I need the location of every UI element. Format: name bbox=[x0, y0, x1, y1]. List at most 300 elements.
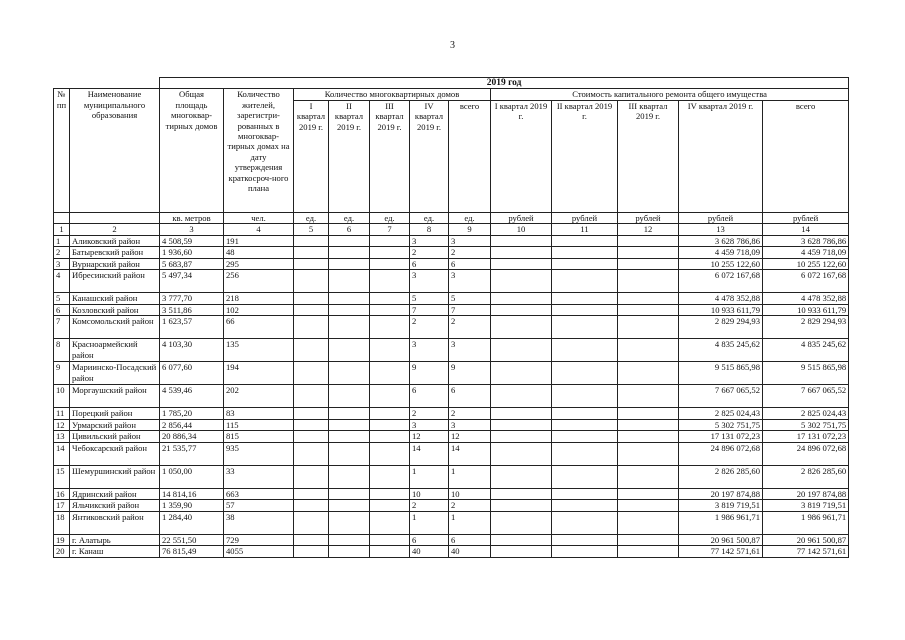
row-q3 bbox=[370, 316, 410, 339]
row-cost-q1 bbox=[491, 316, 552, 339]
header-q4: IV квартал 2019 г. bbox=[410, 100, 449, 212]
row-cost-q1 bbox=[491, 511, 552, 534]
row-cost-q2 bbox=[552, 465, 618, 488]
row-q1 bbox=[294, 419, 329, 431]
row-area: 1 284,40 bbox=[160, 511, 224, 534]
row-q4: 2 bbox=[410, 316, 449, 339]
row-area: 4 539,46 bbox=[160, 385, 224, 408]
row-total: 6 bbox=[449, 385, 491, 408]
column-index-cell: 8 bbox=[410, 224, 449, 235]
row-q4: 6 bbox=[410, 385, 449, 408]
row-number: 3 bbox=[54, 258, 70, 270]
row-q1 bbox=[294, 385, 329, 408]
row-cost-q1 bbox=[491, 546, 552, 558]
header-q2: II квартал 2019 г. bbox=[329, 100, 370, 212]
row-name: Шемуршинский район bbox=[70, 465, 160, 488]
row-cost-q4: 2 826 285,60 bbox=[679, 465, 763, 488]
row-cost-q1 bbox=[491, 258, 552, 270]
row-area: 5 497,34 bbox=[160, 270, 224, 293]
row-name: Красноармейский район bbox=[70, 339, 160, 362]
row-q4: 14 bbox=[410, 442, 449, 465]
row-cost-q1 bbox=[491, 534, 552, 546]
row-q3 bbox=[370, 419, 410, 431]
row-number: 16 bbox=[54, 488, 70, 500]
row-cost-q2 bbox=[552, 293, 618, 305]
row-area: 1 359,90 bbox=[160, 500, 224, 512]
header-total: всего bbox=[449, 100, 491, 212]
row-q2 bbox=[329, 385, 370, 408]
row-total: 6 bbox=[449, 534, 491, 546]
row-q1 bbox=[294, 293, 329, 305]
row-cost-q4: 2 825 024,43 bbox=[679, 408, 763, 420]
row-cost-q3 bbox=[618, 235, 679, 247]
row-cost-total: 10 933 611,79 bbox=[763, 304, 849, 316]
row-area: 5 683,87 bbox=[160, 258, 224, 270]
header-cost-q4: IV квартал 2019 г. bbox=[679, 100, 763, 212]
header-area: Общая площадь многоквар-тирных домов bbox=[160, 89, 224, 212]
table-row bbox=[54, 419, 849, 431]
row-cost-q4: 17 131 072,23 bbox=[679, 431, 763, 443]
table-row bbox=[54, 235, 849, 247]
unit-cell: рублей bbox=[679, 212, 763, 223]
table-row bbox=[54, 511, 849, 534]
column-index-cell: 6 bbox=[329, 224, 370, 235]
row-cost-q4: 3 628 786,86 bbox=[679, 235, 763, 247]
row-name: Ядринский район bbox=[70, 488, 160, 500]
row-cost-q1 bbox=[491, 488, 552, 500]
header-no: № пп bbox=[54, 89, 70, 212]
row-cost-q3 bbox=[618, 316, 679, 339]
row-cost-total: 5 302 751,75 bbox=[763, 419, 849, 431]
table-row bbox=[54, 258, 849, 270]
row-q4: 1 bbox=[410, 465, 449, 488]
row-name: Янтиковский район bbox=[70, 511, 160, 534]
row-cost-q1 bbox=[491, 385, 552, 408]
row-name: Порецкий район bbox=[70, 408, 160, 420]
row-q2 bbox=[329, 362, 370, 385]
row-residents: 194 bbox=[224, 362, 294, 385]
unit-cell: кв. метров bbox=[160, 212, 224, 223]
row-cost-q2 bbox=[552, 235, 618, 247]
row-q2 bbox=[329, 534, 370, 546]
header-q3: III квартал 2019 г. bbox=[370, 100, 410, 212]
row-q4: 12 bbox=[410, 431, 449, 443]
row-name: Ибресинский район bbox=[70, 270, 160, 293]
row-cost-total: 9 515 865,98 bbox=[763, 362, 849, 385]
row-q4: 1 bbox=[410, 511, 449, 534]
row-area: 14 814,16 bbox=[160, 488, 224, 500]
column-index-cell: 4 bbox=[224, 224, 294, 235]
header-residents: Количество жителей, зарегистри-рованных в многоквар-тирных домах на дату утверждения краткосроч-ного плана bbox=[224, 89, 294, 212]
table-row bbox=[54, 362, 849, 385]
row-residents: 57 bbox=[224, 500, 294, 512]
row-q4: 40 bbox=[410, 546, 449, 558]
row-cost-q1 bbox=[491, 293, 552, 305]
row-cost-total: 77 142 571,61 bbox=[763, 546, 849, 558]
row-cost-q4: 6 072 167,68 bbox=[679, 270, 763, 293]
row-cost-q4: 4 835 245,62 bbox=[679, 339, 763, 362]
row-cost-q3 bbox=[618, 500, 679, 512]
row-number: 11 bbox=[54, 408, 70, 420]
header-cost-q1: I квартал 2019 г. bbox=[491, 100, 552, 212]
row-q3 bbox=[370, 488, 410, 500]
row-q4: 2 bbox=[410, 247, 449, 259]
row-area: 6 077,60 bbox=[160, 362, 224, 385]
row-cost-q3 bbox=[618, 247, 679, 259]
table-row bbox=[54, 385, 849, 408]
row-cost-q1 bbox=[491, 339, 552, 362]
row-cost-q2 bbox=[552, 408, 618, 420]
row-cost-total: 2 826 285,60 bbox=[763, 465, 849, 488]
unit-cell: ед. bbox=[294, 212, 329, 223]
column-index-cell: 7 bbox=[370, 224, 410, 235]
row-q3 bbox=[370, 500, 410, 512]
row-cost-q1 bbox=[491, 247, 552, 259]
row-q2 bbox=[329, 316, 370, 339]
row-cost-q3 bbox=[618, 465, 679, 488]
row-cost-q3 bbox=[618, 511, 679, 534]
row-number: 1 bbox=[54, 235, 70, 247]
row-cost-q3 bbox=[618, 534, 679, 546]
row-cost-total: 20 197 874,88 bbox=[763, 488, 849, 500]
row-cost-total: 1 986 961,71 bbox=[763, 511, 849, 534]
row-q1 bbox=[294, 431, 329, 443]
row-number: 7 bbox=[54, 316, 70, 339]
column-index-cell: 10 bbox=[491, 224, 552, 235]
row-total: 2 bbox=[449, 500, 491, 512]
row-name: г. Алатырь bbox=[70, 534, 160, 546]
header-cost-total: всего bbox=[763, 100, 849, 212]
row-number: 9 bbox=[54, 362, 70, 385]
row-q1 bbox=[294, 258, 329, 270]
row-cost-total: 7 667 065,52 bbox=[763, 385, 849, 408]
row-area: 22 551,50 bbox=[160, 534, 224, 546]
row-residents: 115 bbox=[224, 419, 294, 431]
row-cost-q2 bbox=[552, 500, 618, 512]
row-cost-q3 bbox=[618, 304, 679, 316]
row-number: 15 bbox=[54, 465, 70, 488]
row-total: 1 bbox=[449, 511, 491, 534]
row-total: 2 bbox=[449, 247, 491, 259]
row-name: Аликовский район bbox=[70, 235, 160, 247]
row-cost-q2 bbox=[552, 385, 618, 408]
row-name: Цивильский район bbox=[70, 431, 160, 443]
header-cost-q2: II квартал 2019 г. bbox=[552, 100, 618, 212]
row-total: 1 bbox=[449, 465, 491, 488]
row-area: 76 815,49 bbox=[160, 546, 224, 558]
row-cost-q3 bbox=[618, 546, 679, 558]
row-area: 3 777,70 bbox=[160, 293, 224, 305]
table-row bbox=[54, 500, 849, 512]
row-q4: 10 bbox=[410, 488, 449, 500]
row-number: 12 bbox=[54, 419, 70, 431]
row-area: 1 785,20 bbox=[160, 408, 224, 420]
row-cost-q1 bbox=[491, 442, 552, 465]
year-header: 2019 год bbox=[160, 78, 849, 89]
row-cost-q4: 2 829 294,93 bbox=[679, 316, 763, 339]
table-row bbox=[54, 465, 849, 488]
row-total: 9 bbox=[449, 362, 491, 385]
row-q1 bbox=[294, 270, 329, 293]
row-number: 19 bbox=[54, 534, 70, 546]
row-total: 3 bbox=[449, 270, 491, 293]
row-q2 bbox=[329, 258, 370, 270]
row-number: 14 bbox=[54, 442, 70, 465]
row-residents: 663 bbox=[224, 488, 294, 500]
row-q3 bbox=[370, 511, 410, 534]
row-q2 bbox=[329, 247, 370, 259]
row-cost-q2 bbox=[552, 339, 618, 362]
row-cost-q4: 9 515 865,98 bbox=[679, 362, 763, 385]
row-name: Канашский район bbox=[70, 293, 160, 305]
row-total: 12 bbox=[449, 431, 491, 443]
row-cost-q4: 20 197 874,88 bbox=[679, 488, 763, 500]
row-number: 18 bbox=[54, 511, 70, 534]
row-cost-q2 bbox=[552, 270, 618, 293]
row-cost-total: 2 825 024,43 bbox=[763, 408, 849, 420]
row-name: Вурнарский район bbox=[70, 258, 160, 270]
row-q4: 5 bbox=[410, 293, 449, 305]
row-cost-q3 bbox=[618, 419, 679, 431]
row-area: 20 886,34 bbox=[160, 431, 224, 443]
row-cost-q1 bbox=[491, 465, 552, 488]
row-q3 bbox=[370, 546, 410, 558]
unit-cell: ед. bbox=[410, 212, 449, 223]
row-q1 bbox=[294, 408, 329, 420]
row-cost-total: 10 255 122,60 bbox=[763, 258, 849, 270]
row-q4: 6 bbox=[410, 258, 449, 270]
row-residents: 729 bbox=[224, 534, 294, 546]
row-cost-q1 bbox=[491, 304, 552, 316]
row-cost-q4: 3 819 719,51 bbox=[679, 500, 763, 512]
row-q1 bbox=[294, 339, 329, 362]
row-name: Урмарский район bbox=[70, 419, 160, 431]
page-number: 3 bbox=[450, 40, 455, 51]
row-q1 bbox=[294, 500, 329, 512]
row-q2 bbox=[329, 488, 370, 500]
row-q2 bbox=[329, 339, 370, 362]
row-cost-q3 bbox=[618, 488, 679, 500]
row-cost-q3 bbox=[618, 408, 679, 420]
row-cost-q2 bbox=[552, 534, 618, 546]
row-name: Комсомольский район bbox=[70, 316, 160, 339]
row-area: 4 508,59 bbox=[160, 235, 224, 247]
row-residents: 218 bbox=[224, 293, 294, 305]
unit-cell: ед. bbox=[329, 212, 370, 223]
row-cost-q3 bbox=[618, 258, 679, 270]
table-row bbox=[54, 316, 849, 339]
row-q3 bbox=[370, 442, 410, 465]
row-number: 20 bbox=[54, 546, 70, 558]
row-cost-q2 bbox=[552, 488, 618, 500]
row-cost-q1 bbox=[491, 270, 552, 293]
unit-cell: чел. bbox=[224, 212, 294, 223]
row-area: 1 936,60 bbox=[160, 247, 224, 259]
row-q2 bbox=[329, 235, 370, 247]
table-row bbox=[54, 270, 849, 293]
table-row bbox=[54, 431, 849, 443]
row-number: 2 bbox=[54, 247, 70, 259]
row-cost-total: 24 896 072,68 bbox=[763, 442, 849, 465]
unit-cell: ед. bbox=[449, 212, 491, 223]
row-q1 bbox=[294, 465, 329, 488]
row-q2 bbox=[329, 465, 370, 488]
row-total: 2 bbox=[449, 408, 491, 420]
row-cost-q4: 10 255 122,60 bbox=[679, 258, 763, 270]
row-cost-q2 bbox=[552, 511, 618, 534]
row-q4: 6 bbox=[410, 534, 449, 546]
row-cost-q2 bbox=[552, 419, 618, 431]
row-residents: 4055 bbox=[224, 546, 294, 558]
row-cost-total: 17 131 072,23 bbox=[763, 431, 849, 443]
row-q3 bbox=[370, 339, 410, 362]
capital-repair-table bbox=[53, 77, 849, 558]
column-index-cell: 2 bbox=[70, 224, 160, 235]
row-q2 bbox=[329, 304, 370, 316]
row-q3 bbox=[370, 235, 410, 247]
row-number: 4 bbox=[54, 270, 70, 293]
unit-cell: рублей bbox=[763, 212, 849, 223]
table-row bbox=[54, 304, 849, 316]
row-cost-total: 3 819 719,51 bbox=[763, 500, 849, 512]
row-q3 bbox=[370, 465, 410, 488]
row-q1 bbox=[294, 235, 329, 247]
row-residents: 33 bbox=[224, 465, 294, 488]
row-cost-q4: 1 986 961,71 bbox=[679, 511, 763, 534]
row-cost-q3 bbox=[618, 442, 679, 465]
row-area: 21 535,77 bbox=[160, 442, 224, 465]
row-total: 14 bbox=[449, 442, 491, 465]
row-q2 bbox=[329, 511, 370, 534]
table-row bbox=[54, 247, 849, 259]
row-q1 bbox=[294, 247, 329, 259]
row-q1 bbox=[294, 316, 329, 339]
row-number: 13 bbox=[54, 431, 70, 443]
column-index-cell: 12 bbox=[618, 224, 679, 235]
row-q3 bbox=[370, 270, 410, 293]
row-q4: 2 bbox=[410, 500, 449, 512]
row-cost-q4: 10 933 611,79 bbox=[679, 304, 763, 316]
unit-cell: рублей bbox=[618, 212, 679, 223]
row-total: 2 bbox=[449, 316, 491, 339]
row-q1 bbox=[294, 304, 329, 316]
row-cost-q4: 77 142 571,61 bbox=[679, 546, 763, 558]
row-number: 6 bbox=[54, 304, 70, 316]
row-q1 bbox=[294, 488, 329, 500]
row-name: Батыревский район bbox=[70, 247, 160, 259]
row-q2 bbox=[329, 293, 370, 305]
unit-cell: рублей bbox=[552, 212, 618, 223]
row-q3 bbox=[370, 258, 410, 270]
row-q3 bbox=[370, 534, 410, 546]
row-q1 bbox=[294, 534, 329, 546]
row-area: 1 623,57 bbox=[160, 316, 224, 339]
row-total: 3 bbox=[449, 419, 491, 431]
header-name: Наименование муниципального образования bbox=[70, 89, 160, 212]
row-residents: 38 bbox=[224, 511, 294, 534]
row-cost-q4: 7 667 065,52 bbox=[679, 385, 763, 408]
row-cost-q2 bbox=[552, 304, 618, 316]
row-name: Моргаушский район bbox=[70, 385, 160, 408]
row-cost-q1 bbox=[491, 362, 552, 385]
row-q2 bbox=[329, 419, 370, 431]
row-total: 5 bbox=[449, 293, 491, 305]
row-q4: 3 bbox=[410, 270, 449, 293]
row-cost-q3 bbox=[618, 362, 679, 385]
header-q1: I квартал 2019 г. bbox=[294, 100, 329, 212]
row-q4: 3 bbox=[410, 235, 449, 247]
row-name: Мариинско-Посадский район bbox=[70, 362, 160, 385]
row-cost-q4: 4 478 352,88 bbox=[679, 293, 763, 305]
row-cost-q2 bbox=[552, 442, 618, 465]
row-residents: 202 bbox=[224, 385, 294, 408]
row-total: 3 bbox=[449, 235, 491, 247]
row-q3 bbox=[370, 247, 410, 259]
row-cost-total: 4 459 718,09 bbox=[763, 247, 849, 259]
column-index-cell: 11 bbox=[552, 224, 618, 235]
row-q3 bbox=[370, 431, 410, 443]
row-number: 10 bbox=[54, 385, 70, 408]
row-total: 10 bbox=[449, 488, 491, 500]
row-cost-q3 bbox=[618, 431, 679, 443]
column-index-cell: 1 bbox=[54, 224, 70, 235]
row-number: 17 bbox=[54, 500, 70, 512]
header-cost-q3: III квартал 2019 г. bbox=[618, 100, 679, 212]
row-cost-q1 bbox=[491, 408, 552, 420]
row-area: 3 511,86 bbox=[160, 304, 224, 316]
row-cost-q4: 24 896 072,68 bbox=[679, 442, 763, 465]
row-q4: 3 bbox=[410, 339, 449, 362]
row-cost-q3 bbox=[618, 270, 679, 293]
row-q3 bbox=[370, 385, 410, 408]
row-q1 bbox=[294, 442, 329, 465]
column-index-cell: 3 bbox=[160, 224, 224, 235]
row-cost-total: 6 072 167,68 bbox=[763, 270, 849, 293]
row-cost-q2 bbox=[552, 316, 618, 339]
header-houses-group: Количество многоквартирных домов bbox=[294, 89, 491, 100]
row-residents: 295 bbox=[224, 258, 294, 270]
unit-cell: рублей bbox=[491, 212, 552, 223]
row-cost-total: 4 835 245,62 bbox=[763, 339, 849, 362]
row-residents: 815 bbox=[224, 431, 294, 443]
row-q4: 7 bbox=[410, 304, 449, 316]
row-cost-q3 bbox=[618, 385, 679, 408]
row-number: 8 bbox=[54, 339, 70, 362]
table-row bbox=[54, 488, 849, 500]
row-cost-q1 bbox=[491, 431, 552, 443]
unit-cell: ед. bbox=[370, 212, 410, 223]
row-cost-total: 20 961 500,87 bbox=[763, 534, 849, 546]
row-q3 bbox=[370, 293, 410, 305]
row-area: 1 050,00 bbox=[160, 465, 224, 488]
table-row bbox=[54, 534, 849, 546]
row-cost-total: 3 628 786,86 bbox=[763, 235, 849, 247]
row-residents: 83 bbox=[224, 408, 294, 420]
row-cost-q3 bbox=[618, 293, 679, 305]
table-row bbox=[54, 339, 849, 362]
row-name: Яльчикский район bbox=[70, 500, 160, 512]
row-total: 6 bbox=[449, 258, 491, 270]
row-cost-q4: 20 961 500,87 bbox=[679, 534, 763, 546]
row-q1 bbox=[294, 362, 329, 385]
row-q3 bbox=[370, 362, 410, 385]
row-q3 bbox=[370, 304, 410, 316]
row-total: 3 bbox=[449, 339, 491, 362]
row-q4: 2 bbox=[410, 408, 449, 420]
row-cost-q2 bbox=[552, 546, 618, 558]
row-residents: 66 bbox=[224, 316, 294, 339]
row-q1 bbox=[294, 546, 329, 558]
